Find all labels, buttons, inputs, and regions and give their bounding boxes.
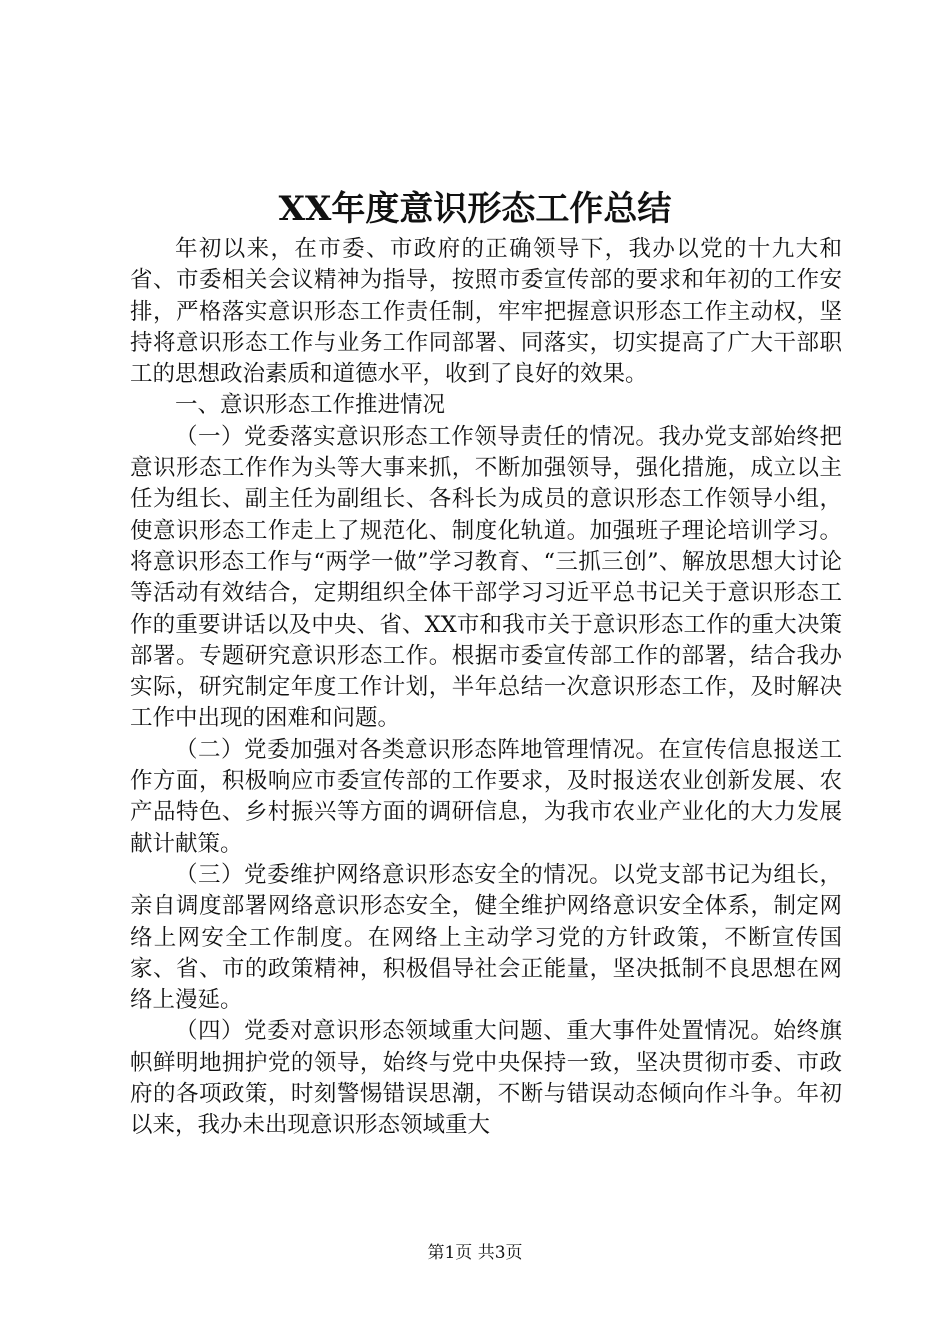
item-paragraph-2: （二）党委加强对各类意识形态阵地管理情况。在宣传信息报送工作方面，积极响应市委宣传部的工作要求，及时报送农业创新发展、农产品特色、乡村振兴等方面的调研信息，为我市农业产业化的大力发展献计献策。 — [130, 736, 842, 857]
section-heading: 一、意识形态工作推进情况 — [175, 392, 446, 419]
item-paragraph-1: （一）党委落实意识形态工作领导责任的情况。我办党支部始终把意识形态工作作为头等大事来抓，不断加强领导，强化措施，成立以主任为组长、副主任为副组长、各科长为成员的意识形态工作领导小组，使意识形态工作走上了规范化、制度化轨道。加强班子理论培训学习。将意识形态工作与“两学一做”学习教育、“三抓三创”、解放思想大讨论等活动有效结合，定期组织全体干部学习习近平总书记关于意识形态工作的重要讲话以及中央、省、XX市和我市关于意识形态工作的重大决策部署。专题研究意识形态工作。根据市委宣传部工作的部署，结合我办实际，研究制定年度工作计划，半年总结一次意识形态工作，及时解决工作中出现的困难和问题。 — [130, 423, 842, 732]
intro-paragraph: 年初以来，在市委、市政府的正确领导下，我办以党的十九大和省、市委相关会议精神为指导，按照市委宣传部的要求和年初的工作安排，严格落实意识形态工作责任制，牢牢把握意识形态工作主动权，坚持将意识形态工作与业务工作同部署、同落实，切实提高了广大干部职工的思想政治素质和道德水平，收到了良好的效果。 — [130, 236, 842, 388]
item-paragraph-4: （四）党委对意识形态领域重大问题、重大事件处置情况。始终旗帜鲜明地拥护党的领导，始终与党中央保持一致，坚决贯彻市委、市政府的各项政策，时刻警惕错误思潮，不断与错误动态倾向作斗争。年初以来，我办未出现意识形态领域重大 — [130, 1018, 842, 1139]
page-number: 第1页 共3页 — [427, 1243, 523, 1263]
document-title: XX年度意识形态工作总结 — [278, 189, 672, 229]
item-paragraph-3: （三）党委维护网络意识形态安全的情况。以党支部书记为组长，亲自调度部署网络意识形态安全，健全维护网络意识安全体系，制定网络上网安全工作制度。在网络上主动学习党的方针政策，不断宣传国家、省、市的政策精神，积极倡导社会正能量，坚决抵制不良思想在网络上漫延。 — [130, 861, 842, 1014]
document-body — [130, 234, 842, 1142]
